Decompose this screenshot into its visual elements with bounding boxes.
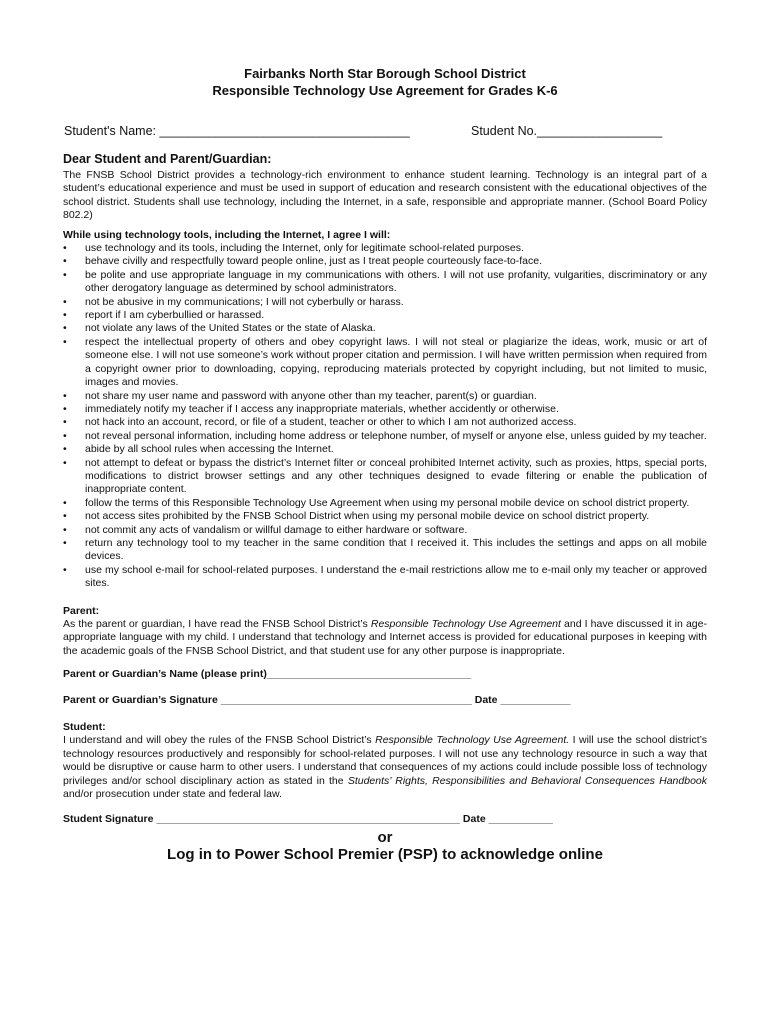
list-item-text: abide by all school rules when accessing the Internet. <box>85 443 334 456</box>
list-item <box>63 416 707 429</box>
list-item-text: not violate any laws of the United States or the state of Alaska. <box>85 322 376 335</box>
list-item <box>63 322 707 335</box>
list-item <box>63 430 707 443</box>
parent-name-line[interactable]: Parent or Guardian’s Name (please print)___________________________________ <box>63 668 472 681</box>
list-item-text: immediately notify my teacher if I access any inappropriate materials, whether accidently or otherwise. <box>85 402 559 415</box>
list-item <box>63 309 707 322</box>
list-item <box>63 296 707 309</box>
psp-instruction: Log in to Power School Premier (PSP) to acknowledge online <box>167 845 603 863</box>
bullet-icon: • <box>63 335 67 348</box>
list-item <box>63 336 707 390</box>
list-item-text: be polite and use appropriate language in my communications with others. I will not use profanity, vulgarities, discriminatory or any other derogatory language as determined by school administrators. <box>85 268 707 295</box>
list-item <box>63 255 707 268</box>
list-item-text: not commit any acts of vandalism or willful damage to either hardware or software. <box>85 523 468 536</box>
district-title: Fairbanks North Star Borough School District <box>244 66 526 81</box>
list-item <box>63 510 707 523</box>
student-number-field[interactable]: Student No.__________________ <box>471 124 663 138</box>
parent-heading: Parent: <box>63 604 100 617</box>
agreement-list <box>63 242 707 591</box>
list-item <box>63 457 707 497</box>
agree-heading: While using technology tools, including the Internet, I agree I will: <box>63 228 391 241</box>
bullet-icon: • <box>63 242 67 255</box>
list-item <box>63 242 707 255</box>
list-item-text: respect the intellectual property of others and obey copyright laws. I will not steal or plagiarize the ideas, work, music or art of someone else. I will not use someone’s work without proper citation and permission. I will have written permission when required from a copyright owner prior to downloading, copying, reproducing materials protected by copyright including, but not limited to music, images and movies. <box>85 335 707 389</box>
agreement-title: Responsible Technology Use Agreement for Grades K-6 <box>212 83 558 98</box>
bullet-icon: • <box>63 523 67 536</box>
list-item <box>63 524 707 537</box>
bullet-icon: • <box>63 563 67 576</box>
bullet-icon: • <box>63 456 67 469</box>
student-name-field[interactable]: Student's Name: ____________________________________ <box>64 124 410 138</box>
list-item-text: report if I am cyberbullied or harassed. <box>85 309 265 322</box>
list-item-text: use technology and its tools, including the Internet, only for legitimate school-related purposes. <box>85 242 524 255</box>
or-label: or <box>377 828 393 846</box>
bullet-icon: • <box>63 389 67 402</box>
intro-paragraph: The FNSB School District provides a technology-rich environment to enhance student learning. Technology is an integral part of a student’s educational experience and must be used in support of education and research consistent with the educational objectives of the school district. Students shall use technology, including the Internet, in a safe, responsible and appropriate manner. (School Board Policy 802.2) <box>63 169 707 222</box>
parent-signature-line[interactable]: Parent or Guardian’s Signature ___________________________________________ Date ____________ <box>63 693 571 706</box>
bullet-icon: • <box>63 443 67 456</box>
list-item <box>63 443 707 456</box>
bullet-icon: • <box>63 322 67 335</box>
list-item-text: not reveal personal information, including home address or telephone number, of myself or anyone else, unless guided by my teacher. <box>85 429 707 442</box>
list-item <box>63 537 707 564</box>
list-item-text: not access sites prohibited by the FNSB School District when using my personal mobile device on school district property. <box>85 510 650 523</box>
bullet-icon: • <box>63 255 67 268</box>
list-item <box>63 564 707 591</box>
student-signature-line[interactable]: Student Signature ____________________________________________________ Date ___________ <box>63 813 553 826</box>
list-item-text: not share my user name and password with anyone other than my teacher, parent(s) or guardian. <box>85 389 537 402</box>
list-item-text: not be abusive in my communications; I will not cyberbully or harass. <box>85 295 404 308</box>
bullet-icon: • <box>63 309 67 322</box>
student-paragraph: I understand and will obey the rules of the FNSB School District’s Responsible Technology Use Agreement. I will use the school district’s technology resources productively and responsibly for school-related purposes. I will not use any technology resource in such a way that would be disruptive or cause harm to other users. I understand that consequences of my actions could include possible loss of technology privileges and/or school disciplinary action as stated in the Students’ Rights, Responsibilities and Behavioral Consequences Handbook and/or prosecution under state and federal law. <box>63 734 708 801</box>
list-item-text: return any technology tool to my teacher in the same condition that I received it. This includes the settings and apps on all mobile devices. <box>85 536 707 563</box>
bullet-icon: • <box>63 536 67 549</box>
parent-paragraph: As the parent or guardian, I have read the FNSB School District’s Responsible Technology Use Agreement and I have discussed it in age-appropriate language with my child. I understand that technology and Internet access is provided for educational purposes in keeping with the academic goals of the FNSB School District, and that student use for any other purpose is inappropriate. <box>63 618 707 657</box>
list-item-text: not attempt to defeat or bypass the district’s Internet filter or conceal prohibited Internet activity, such as proxies, https, special ports, modifications to district browser settings and any other techniques designed to evade filtering or enable the publication of inappropriate content. <box>85 456 707 496</box>
bullet-icon: • <box>63 295 67 308</box>
student-heading: Student: <box>63 721 106 734</box>
list-item <box>63 269 707 296</box>
bullet-icon: • <box>63 268 67 281</box>
greeting-heading: Dear Student and Parent/Guardian: <box>63 152 272 166</box>
bullet-icon: • <box>63 496 67 509</box>
document-body <box>63 152 707 864</box>
list-item <box>63 403 707 416</box>
list-item-text: behave civilly and respectfully toward people online, just as I treat people courteously face-to-face. <box>85 255 543 268</box>
list-item-text: follow the terms of this Responsible Technology Use Agreement when using my personal mobile device on school district property. <box>85 496 690 509</box>
bullet-icon: • <box>63 416 67 429</box>
list-item-text: not hack into an account, record, or file of a student, teacher or other to which I am not authorized access. <box>85 416 577 429</box>
list-item-text: use my school e-mail for school-related purposes. I understand the e-mail restrictions allow me to e-mail only my teacher or approved sites. <box>85 563 707 590</box>
bullet-icon: • <box>63 429 67 442</box>
list-item <box>63 497 707 510</box>
list-item <box>63 390 707 403</box>
bullet-icon: • <box>63 510 67 523</box>
bullet-icon: • <box>63 402 67 415</box>
